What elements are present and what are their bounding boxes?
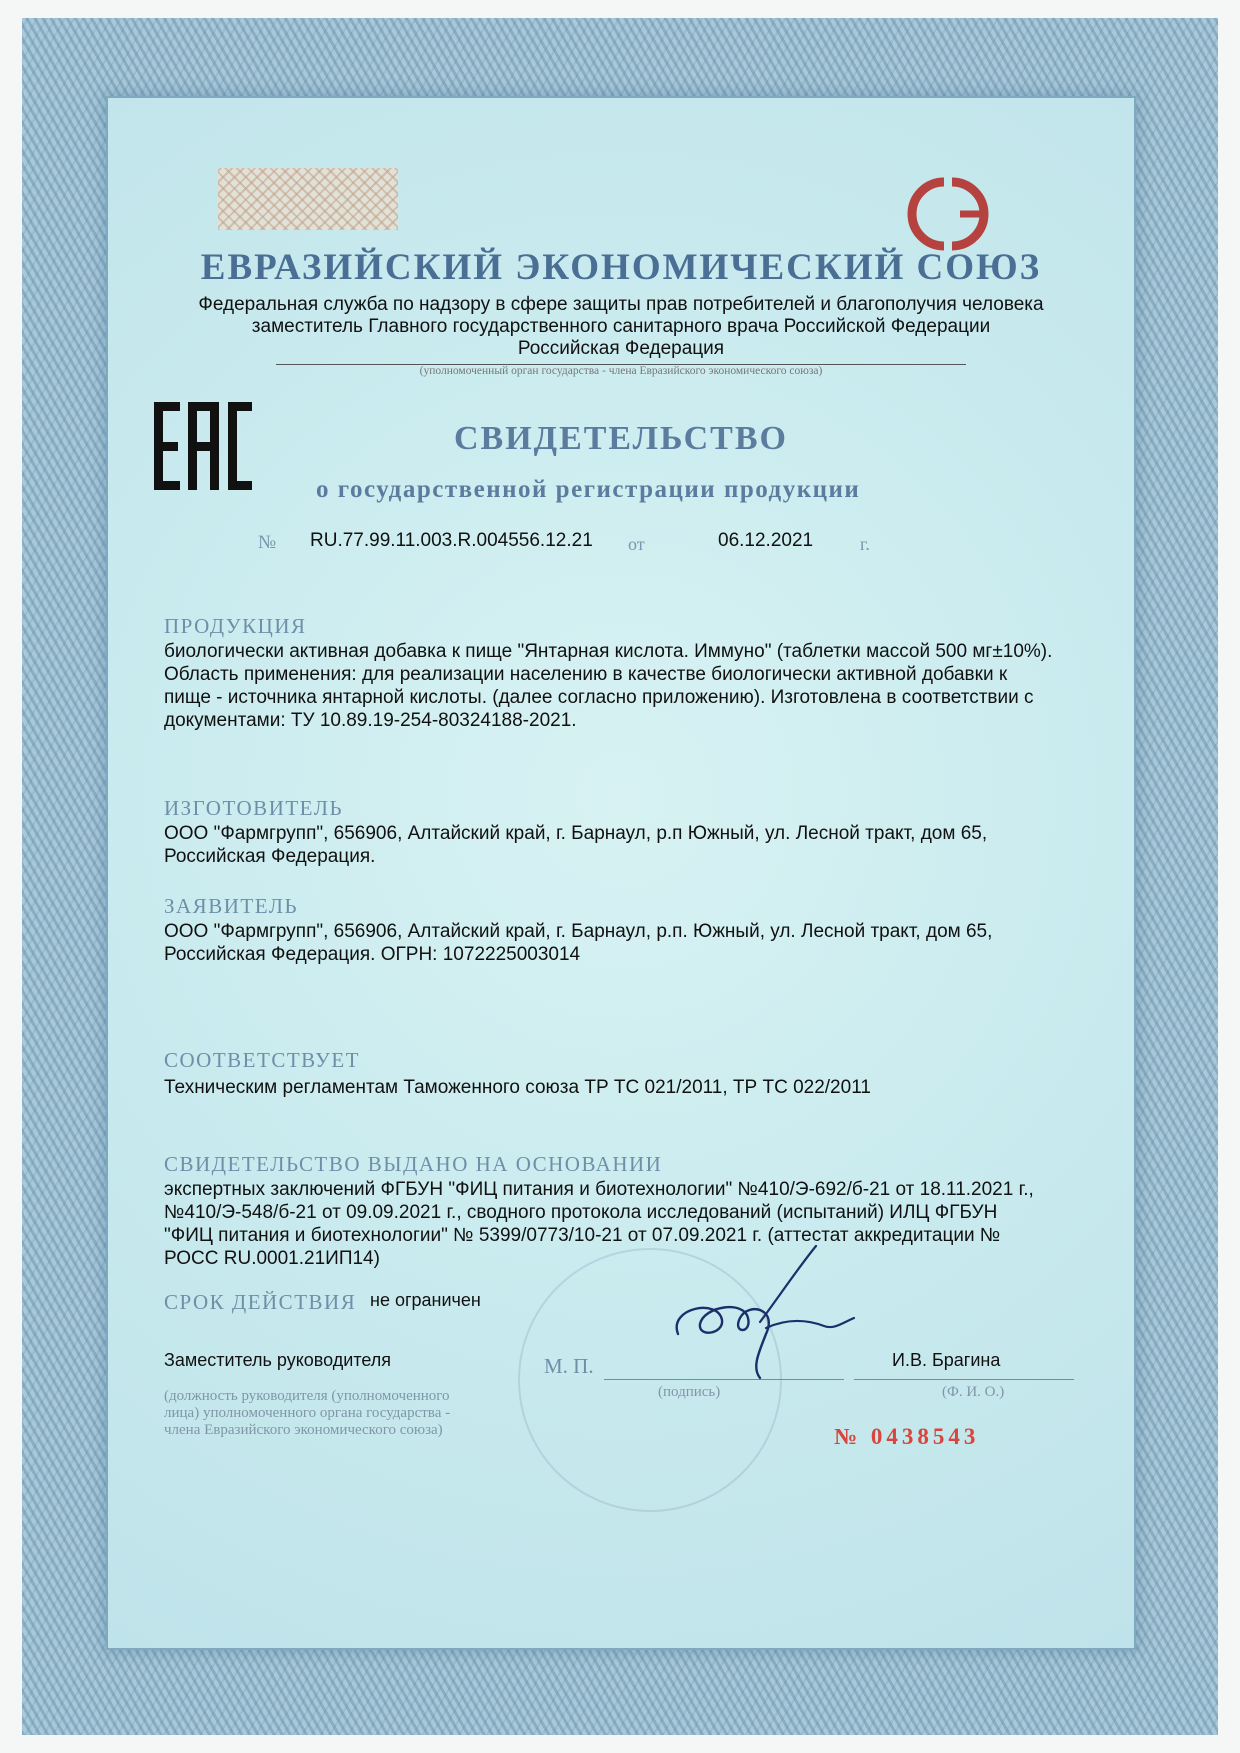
year-suffix: г. bbox=[860, 534, 870, 554]
product-line: биологически активная добавка к пище "Янтарная кислота. Иммуно" (таблетки массой 500 мг±10%). bbox=[164, 641, 1053, 662]
authority-line-2: заместитель Главного государственного санитарного врача Российской Федерации bbox=[251, 316, 991, 337]
basis-heading: СВИДЕТЕЛЬСТВО ВЫДАНО НА ОСНОВАНИИ bbox=[164, 1152, 663, 1176]
position-note-line: члена Евразийского экономического союза) bbox=[164, 1422, 443, 1438]
serial-number: № 0438543 bbox=[834, 1424, 980, 1449]
product-line: документами: ТУ 10.89.19-254-80324188-2021. bbox=[164, 710, 577, 731]
seal-place-label: М. П. bbox=[544, 1354, 594, 1378]
security-pattern bbox=[218, 168, 398, 230]
name-line bbox=[854, 1379, 1074, 1380]
product-text bbox=[164, 640, 1099, 732]
manufacturer-line: Российская Федерация. bbox=[164, 846, 376, 867]
certificate-border bbox=[22, 18, 1218, 1735]
registration-date: 06.12.2021 bbox=[718, 530, 814, 551]
product-heading: ПРОДУКЦИЯ bbox=[164, 614, 307, 638]
authority-line-3: Российская Федерация bbox=[517, 338, 725, 359]
handwritten-signature bbox=[648, 1238, 868, 1388]
signer-position: Заместитель руководителя bbox=[164, 1350, 392, 1370]
basis-line: "ФИЦ питания и биотехнологии" № 5399/0773/10-21 от 07.09.2021 г. (аттестат аккредитации № bbox=[164, 1225, 1001, 1246]
registration-number: RU.77.99.11.003.R.004556.12.21 bbox=[310, 530, 593, 551]
position-note bbox=[164, 1388, 450, 1439]
applicant-heading: ЗАЯВИТЕЛЬ bbox=[164, 894, 299, 918]
basis-line: РОСС RU.0001.21ИП14) bbox=[164, 1248, 380, 1269]
certificate-body bbox=[108, 98, 1134, 1648]
applicant-line: ООО "Фармгрупп", 656906, Алтайский край, г. Барнаул, р.п. Южный, ул. Лесной тракт, дом 65, bbox=[164, 921, 993, 942]
manufacturer-text bbox=[164, 822, 1099, 868]
manufacturer-heading: ИЗГОТОВИТЕЛЬ bbox=[164, 796, 344, 820]
signer-name: И.В. Брагина bbox=[892, 1350, 1001, 1370]
date-label: от bbox=[628, 534, 645, 554]
authority-note: (уполномоченный орган государства - члена Евразийского экономического союза) bbox=[419, 365, 823, 377]
position-note-line: (должность руководителя (уполномоченного bbox=[164, 1388, 450, 1404]
fio-note: (Ф. И. О.) bbox=[942, 1384, 1005, 1400]
validity-value: не ограничен bbox=[370, 1290, 481, 1310]
product-line: пище - источника янтарной кислоты. (далее согласно приложению). Изготовлена в соответствии с bbox=[164, 687, 1034, 708]
applicant-line: Российская Федерация. ОГРН: 1072225003014 bbox=[164, 944, 581, 965]
manufacturer-line: ООО "Фармгрупп", 656906, Алтайский край, г. Барнаул, р.п Южный, ул. Лесной тракт, дом 65, bbox=[164, 823, 988, 844]
conforms-text bbox=[164, 1076, 1099, 1099]
union-title: ЕВРАЗИЙСКИЙ ЭКОНОМИЧЕСКИЙ СОЮЗ bbox=[200, 247, 1042, 288]
certificate-subtitle: о государственной регистрации продукции bbox=[316, 476, 861, 503]
applicant-text bbox=[164, 920, 1099, 966]
product-line: Область применения: для реализации населению в качестве биологически активной добавки к bbox=[164, 664, 1008, 685]
basis-line: экспертных заключений ФГБУН "ФИЦ питания и биотехнологии" №410/Э-692/б-21 от 18.11.2021 г., bbox=[164, 1179, 1034, 1200]
signature-note: (подпись) bbox=[658, 1384, 721, 1400]
authority-line-1: Федеральная служба по надзору в сфере защиты прав потребителей и благополучия человека bbox=[198, 294, 1044, 315]
number-label: № bbox=[258, 532, 277, 553]
position-note-line: лица) уполномоченного органа государства - bbox=[164, 1405, 451, 1421]
basis-line: №410/Э-548/б-21 от 09.09.2021 г., сводного протокола исследований (испытаний) ИЛЦ ФГБУН bbox=[164, 1202, 998, 1223]
conforms-heading: СООТВЕТСТВУЕТ bbox=[164, 1048, 360, 1072]
conforms-line: Техническим регламентам Таможенного союза ТР ТС 021/2011, ТР ТС 022/2011 bbox=[164, 1077, 871, 1098]
validity-heading: СРОК ДЕЙСТВИЯ bbox=[164, 1290, 357, 1314]
certificate-title: СВИДЕТЕЛЬСТВО bbox=[454, 420, 788, 457]
